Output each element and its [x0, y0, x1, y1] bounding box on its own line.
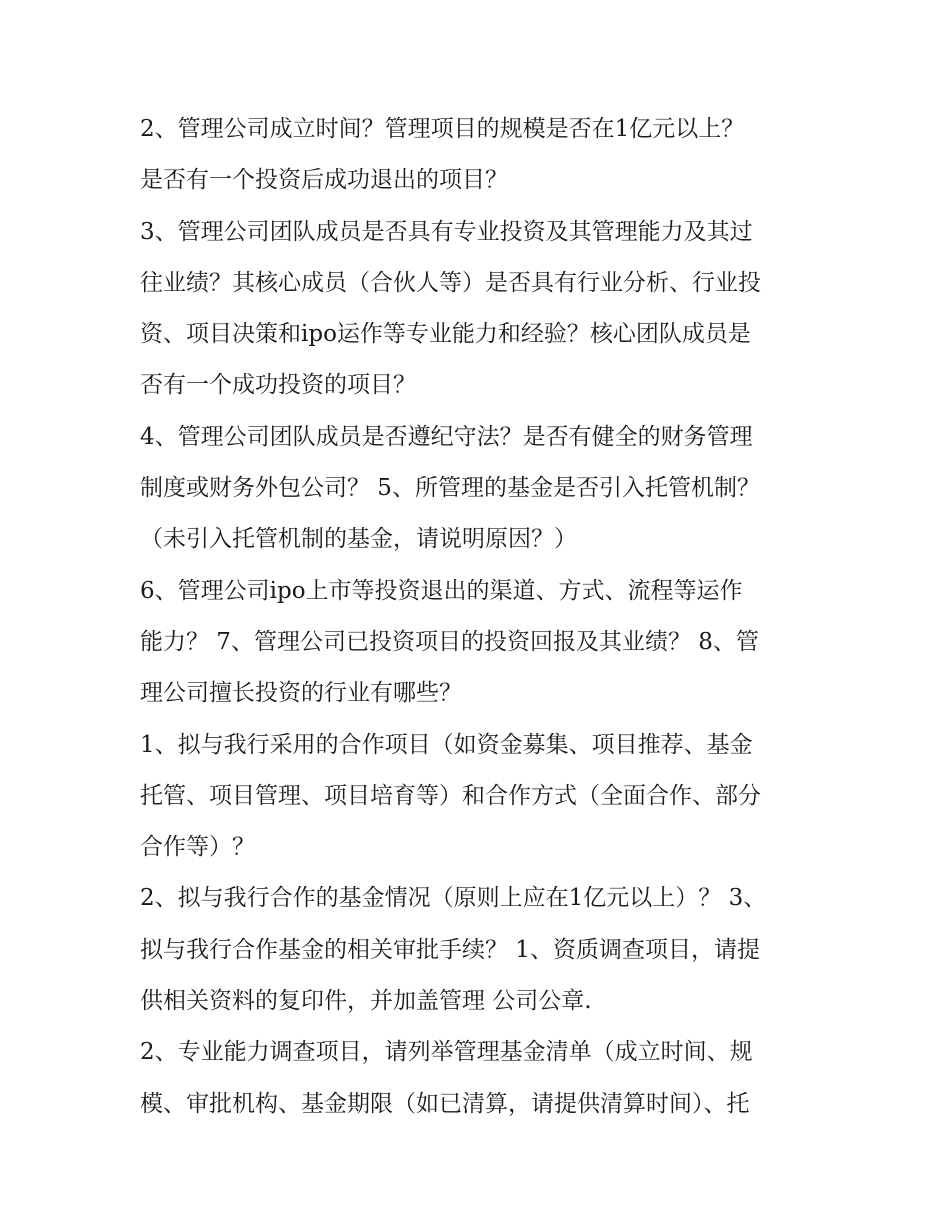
text-line: 理公司擅长投资的行业有哪些？: [140, 680, 462, 707]
text-line: 1、拟与我行采用的合作项目（如资金募集、项目推荐、基金: [140, 731, 753, 758]
text-line: 资、项目决策和ipo运作等专业能力和经验？核心团队成员是: [140, 321, 751, 348]
text-line: 供相关资料的复印件，并加盖管理 公司公章.: [140, 988, 592, 1015]
text-line: 能力？ 7、管理公司已投资项目的投资回报及其业绩？ 8、管: [140, 628, 759, 655]
text-line: 2、专业能力调查项目，请列举管理基金清单（成立时间、规: [140, 1039, 753, 1066]
text-line: 2、管理公司成立时间？管理项目的规模是否在1亿元以上？: [140, 116, 745, 142]
document-body: [140, 104, 820, 1130]
text-line: 合作等）？: [140, 834, 255, 861]
text-line: 否有一个成功投资的项目？: [140, 372, 416, 399]
text-line: 是否有一个投资后成功退出的项目？: [140, 167, 508, 194]
text-line: 模、审批机构、基金期限（如已清算，请提供清算时间）、托: [140, 1090, 750, 1117]
text-line: 往业绩？其核心成员（合伙人等）是否具有行业分析、行业投: [140, 269, 761, 296]
text-line: 6、管理公司ipo上市等投资退出的渠道、方式、流程等运作: [140, 577, 743, 604]
text-line: 拟与我行合作基金的相关审批手续？ 1、资质调查项目，请提: [140, 936, 760, 963]
text-line: 托管、项目管理、项目培育等）和合作方式（全面合作、部分: [140, 782, 761, 809]
text-line: 2、拟与我行合作的基金情况（原则上应在1亿元以上）？ 3、: [140, 885, 767, 912]
text-line: 4、管理公司团队成员是否遵纪守法？是否有健全的财务管理: [140, 423, 753, 450]
text-line: （未引入托管机制的基金，请说明原因？）: [140, 526, 577, 553]
text-line: 3、管理公司团队成员是否具有专业投资及其管理能力及其过: [140, 218, 753, 245]
text-line: 制度或财务外包公司？ 5、所管理的基金是否引入托管机制？: [140, 475, 760, 502]
